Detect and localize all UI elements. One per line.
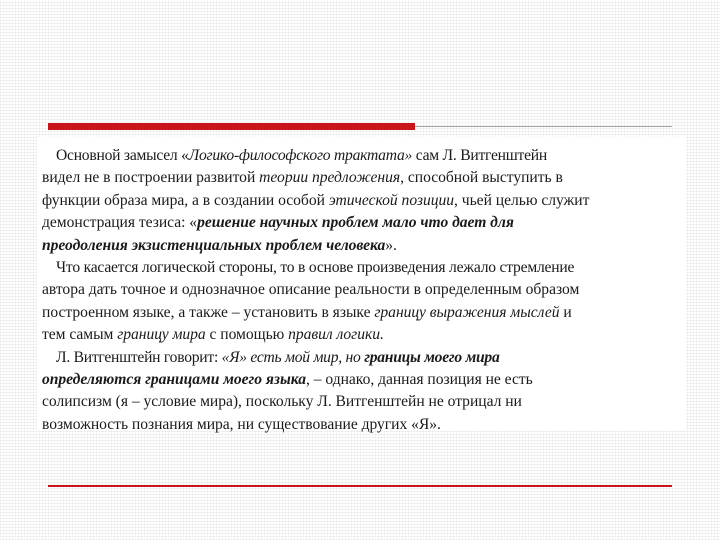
italic-text: правил логики. (288, 326, 384, 344)
text-line (42, 302, 682, 324)
text-line (42, 347, 682, 369)
top-accent-bar (48, 123, 415, 130)
text-run: солипсизм (я – условие мира), поскольку Л. Витгенштейн не отрицал ни (42, 393, 522, 411)
text-line (42, 391, 682, 413)
text-run: видел не в построении развитой (42, 169, 260, 187)
text-run: Что касается логической стороны, то в основе произведения лежало стремление (56, 259, 575, 277)
text-line (42, 414, 682, 436)
text-run: демонстрация тезиса: « (42, 214, 198, 232)
slide-body-text (42, 145, 682, 436)
text-run: ». (385, 236, 397, 254)
italic-text: теории предложения (259, 169, 401, 187)
text-line (42, 190, 682, 212)
text-line (42, 235, 682, 257)
emphasized-text: определяются границами моего языка (42, 371, 306, 389)
italic-text: «Я» есть мой мир, но (221, 348, 365, 366)
text-run: тем самым (42, 326, 118, 344)
italic-text: границу мира (117, 326, 206, 344)
paragraph (42, 145, 682, 257)
italic-text: границу выражения мыслей (374, 303, 560, 321)
text-run: , чьей целью служит (454, 191, 590, 209)
text-line (42, 257, 682, 279)
text-line (42, 279, 682, 301)
bottom-divider-line (48, 485, 672, 487)
emphasized-text: границы моего мира (364, 348, 500, 366)
paragraph (42, 257, 682, 347)
text-run: сам Л. Витгенштейн (412, 147, 547, 164)
italic-text: этической позиции (328, 191, 455, 209)
text-line (42, 212, 682, 234)
text-run: построенном языке, а также – установить в языке (42, 303, 375, 321)
text-line (42, 324, 682, 346)
text-run: , – однако, данная позиция не есть (306, 371, 533, 389)
text-run: функции образа мира, а в создании особой (42, 191, 329, 209)
text-run: возможность познания мира, ни существование других «Я». (42, 415, 441, 433)
text-run: и (559, 303, 572, 321)
text-run: Л. Витгенштейн говорит: (56, 348, 222, 366)
text-line (42, 145, 682, 167)
text-run: Основной замысел « (56, 147, 189, 164)
text-run: , способной выступить в (400, 169, 563, 187)
text-run: автора дать точное и однозначное описание реальности в определенным образом (42, 281, 580, 299)
italic-text: Логико-философского трактата» (188, 147, 413, 164)
paragraph (42, 347, 682, 437)
emphasized-text: решение научных проблем мало что дает для (197, 214, 514, 232)
text-line (42, 167, 682, 189)
text-line (42, 369, 682, 391)
emphasized-text: преодоления экзистенциальных проблем человека (42, 236, 386, 254)
text-run: с помощью (205, 326, 289, 344)
